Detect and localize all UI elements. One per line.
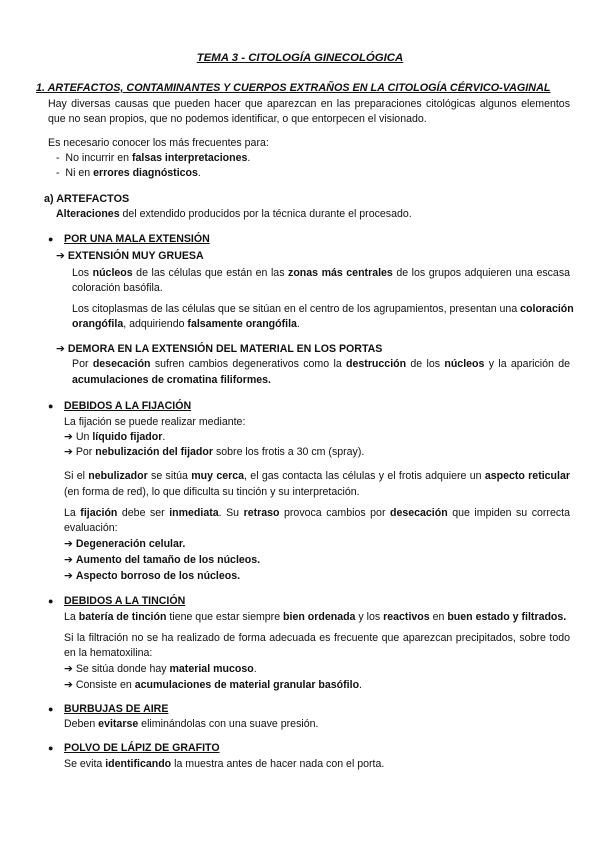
bullet-heading: BURBUJAS DE AIRE [64, 703, 169, 715]
arrow-heading: ➔ EXTENSIÓN MUY GRUESA [56, 250, 204, 262]
paragraph-line: coloración basófila. [72, 282, 163, 294]
paragraph-line: Por desecación sufren cambios degenerativos como la destrucción de los núcleos y la aparición de [72, 358, 570, 370]
paragraph-line: Se evita identificando la muestra antes de hacer nada con el porta. [64, 758, 385, 770]
arrow-heading: ➔ DEMORA EN LA EXTENSIÓN DEL MATERIAL EN LOS PORTAS [56, 343, 383, 355]
arrow-item: ➔ Un líquido fijador. [64, 431, 166, 443]
section-heading: 1. ARTEFACTOS, CONTAMINANTES Y CUERPOS EXTRAÑOS EN LA CITOLOGÍA CÉRVICO-VAGINAL [36, 82, 551, 94]
arrow-icon: ➔ [64, 570, 73, 582]
arrow-icon: ➔ [64, 431, 73, 443]
arrow-icon: ➔ [64, 663, 73, 675]
arrow-item: ➔ Se sitúa donde hay material mucoso. [64, 663, 257, 675]
need-text: Es necesario conocer los más frecuentes para: [48, 137, 269, 149]
bullet-heading: POR UNA MALA EXTENSIÓN [64, 233, 210, 245]
arrow-item: ➔ Por nebulización del fijador sobre los frotis a 30 cm (spray). [64, 446, 365, 458]
arrow-icon: ➔ [56, 343, 65, 355]
paragraph-line: Si la filtración no se ha realizado de forma adecuada es frecuente que aparezcan precipitados, sobre todo [64, 632, 570, 644]
bullet-icon: ● [48, 704, 54, 714]
paragraph-line: acumulaciones de cromatina filiformes. [72, 374, 271, 386]
list-item: - Ni en errores diagnósticos. [56, 167, 201, 179]
paragraph-line: Los citoplasmas de las células que se sitúan en el centro de los agrupamientos, presentan una coloración [72, 303, 574, 315]
arrow-item: ➔ Consiste en acumulaciones de material granular basófilo. [64, 679, 362, 691]
arrow-icon: ➔ [64, 554, 73, 566]
paragraph-line: (en forma de red), lo que dificulta su tinción y su interpretación. [64, 486, 360, 498]
definition-text: Alteraciones del extendido producidos por la técnica durante el procesado. [56, 208, 412, 220]
bullet-icon: ● [48, 234, 54, 244]
paragraph-line: La fijación se puede realizar mediante: [64, 416, 246, 428]
paragraph-line: La batería de tinción tiene que estar siempre bien ordenada y los reactivos en buen estado y filtrados. [64, 611, 567, 623]
paragraph-line: Si el nebulizador se sitúa muy cerca, el gas contacta las células y el frotis adquiere un aspecto reticular [64, 470, 570, 482]
bullet-heading: DEBIDOS A LA TINCIÓN [64, 595, 186, 607]
arrow-icon: ➔ [56, 250, 65, 262]
list-item: - No incurrir en falsas interpretaciones. [56, 152, 251, 164]
paragraph-line: orangófila, adquiriendo falsamente orangófila. [72, 318, 300, 330]
subsection-heading: a) ARTEFACTOS [44, 193, 130, 205]
paragraph-line: Los núcleos de las células que están en las zonas más centrales de los grupos adquieren una escasa [72, 267, 571, 279]
bullet-icon: ● [48, 743, 54, 753]
arrow-icon: ➔ [64, 446, 73, 458]
intro-paragraph: Hay diversas causas que pueden hacer que aparezcan en las preparaciones citológicas algunos elementos que no sean propios, que no podemos identificar, o que entorpecen el visionado. [48, 98, 570, 125]
bullet-heading: DEBIDOS A LA FIJACIÓN [64, 400, 192, 412]
paragraph-line: evaluación: [64, 522, 118, 534]
bullet-icon: ● [48, 401, 54, 411]
arrow-item: ➔ Aumento del tamaño de los núcleos. [64, 554, 261, 566]
arrow-item: ➔ Degeneración celular. [64, 538, 186, 550]
paragraph-line: Deben evitarse eliminándolas con una suave presión. [64, 718, 319, 730]
bullet-icon: ● [48, 596, 54, 606]
arrow-icon: ➔ [64, 538, 73, 550]
arrow-item: ➔ Aspecto borroso de los núcleos. [64, 570, 241, 582]
paragraph-line: en la hematoxilina: [64, 647, 153, 659]
arrow-icon: ➔ [64, 679, 73, 691]
paragraph-line: La fijación debe ser inmediata. Su retraso provoca cambios por desecación que impiden su correcta [64, 507, 570, 519]
bullet-heading: POLVO DE LÁPIZ DE GRAFITO [64, 742, 220, 754]
page-title: TEMA 3 - CITOLOGÍA GINECOLÓGICA [196, 52, 404, 64]
